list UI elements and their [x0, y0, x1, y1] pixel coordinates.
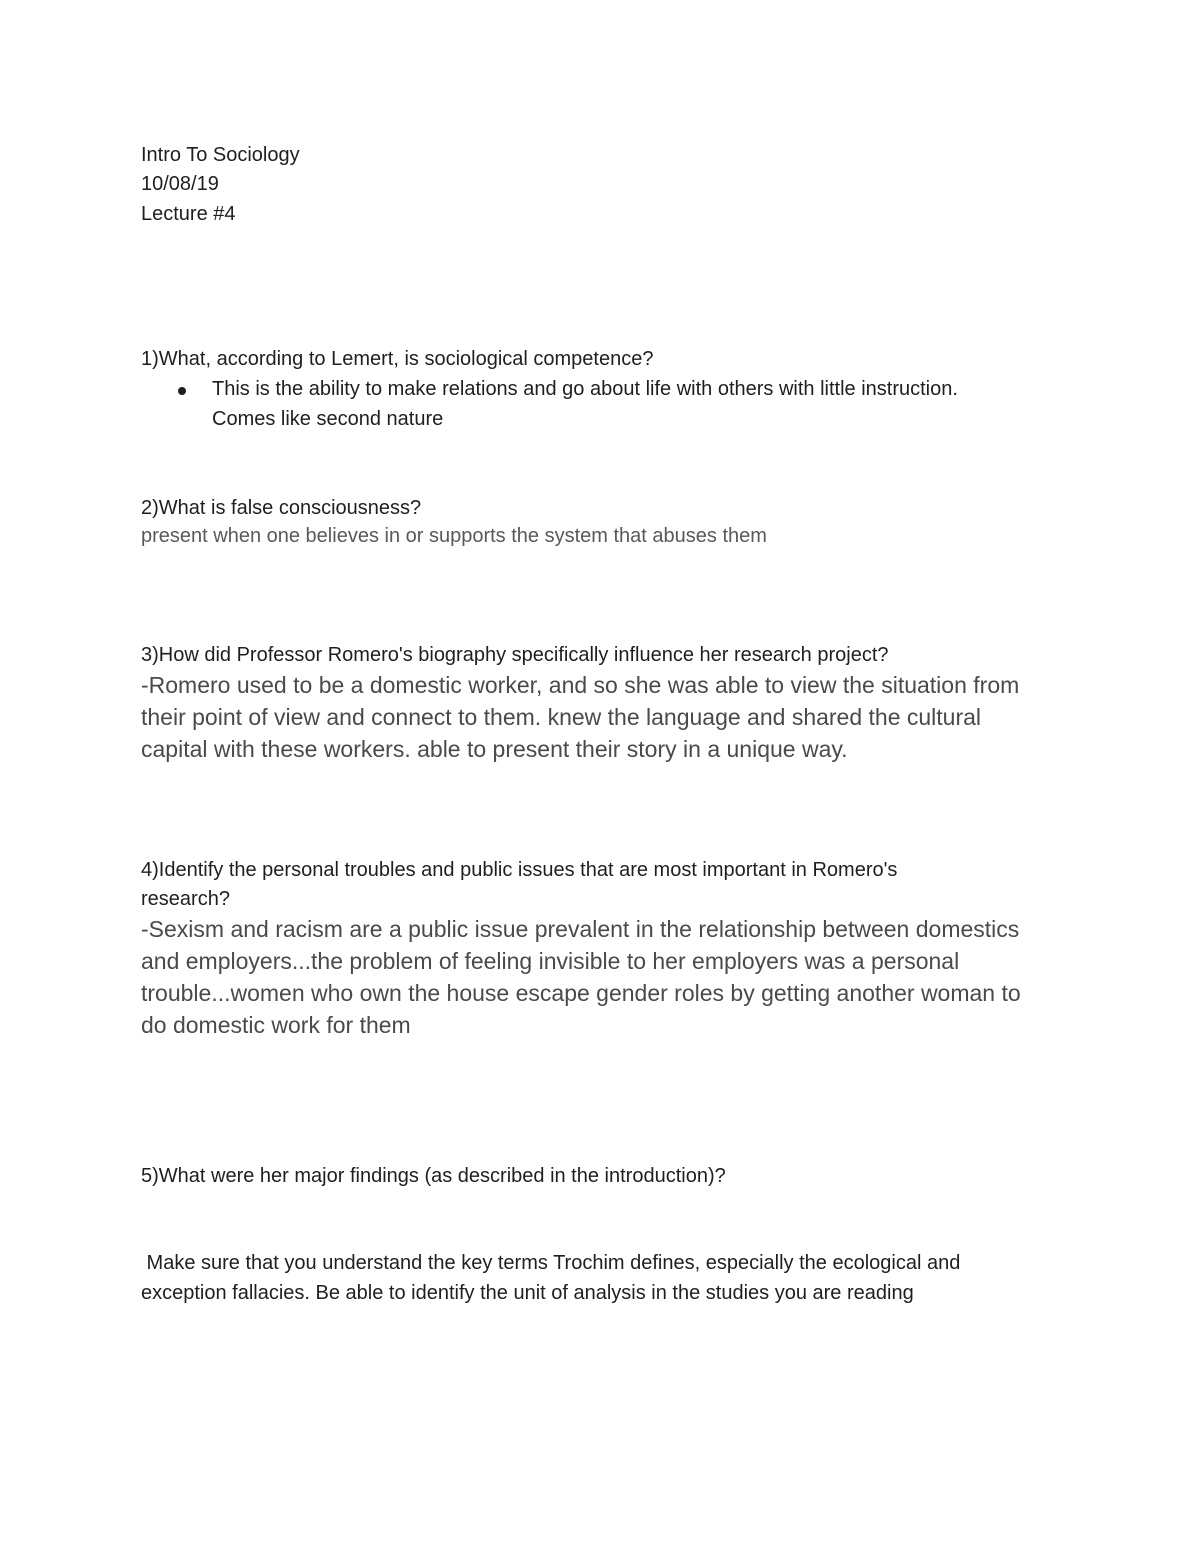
q4-answer-line-4: do domestic work for them	[141, 1012, 411, 1038]
question-3: 3)How did Professor Romero's biography specifically influence her research project?	[141, 644, 889, 666]
q4-answer-line-3: trouble...women who own the house escape gender roles by getting another woman to	[141, 980, 1021, 1006]
q3-answer-line-3: capital with these workers. able to present their story in a unique way.	[141, 736, 848, 762]
question-4-line-1: 4)Identify the personal troubles and public issues that are most important in Romero's	[141, 859, 898, 881]
bullet-icon	[178, 387, 186, 395]
question-1: 1)What, according to Lemert, is sociological competence?	[141, 348, 654, 370]
q1-answer-line-2: Comes like second nature	[212, 408, 444, 430]
q1-answer-line-1: This is the ability to make relations and go about life with others with little instruction.	[212, 378, 958, 400]
q4-answer-line-1: -Sexism and racism are a public issue prevalent in the relationship between domestics	[141, 916, 1020, 942]
lecture-date: 10/08/19	[141, 173, 219, 195]
study-note-line-2: exception fallacies. Be able to identify the unit of analysis in the studies you are reading	[141, 1282, 914, 1304]
q2-answer: present when one believes in or supports the system that abuses them	[141, 525, 767, 547]
question-5: 5)What were her major findings (as described in the introduction)?	[141, 1165, 726, 1187]
q4-answer-line-2: and employers...the problem of feeling invisible to her employers was a personal	[141, 948, 960, 974]
q3-answer-line-1: -Romero used to be a domestic worker, and so she was able to view the situation from	[141, 672, 1020, 698]
course-title: Intro To Sociology	[141, 144, 300, 166]
question-4-line-2: research?	[141, 888, 230, 910]
lecture-number: Lecture #4	[141, 203, 236, 225]
question-2: 2)What is false consciousness?	[141, 497, 422, 519]
study-note-line-1: Make sure that you understand the key terms Trochim defines, especially the ecological and	[141, 1252, 961, 1274]
q3-answer-line-2: their point of view and connect to them. knew the language and shared the cultural	[141, 704, 982, 730]
